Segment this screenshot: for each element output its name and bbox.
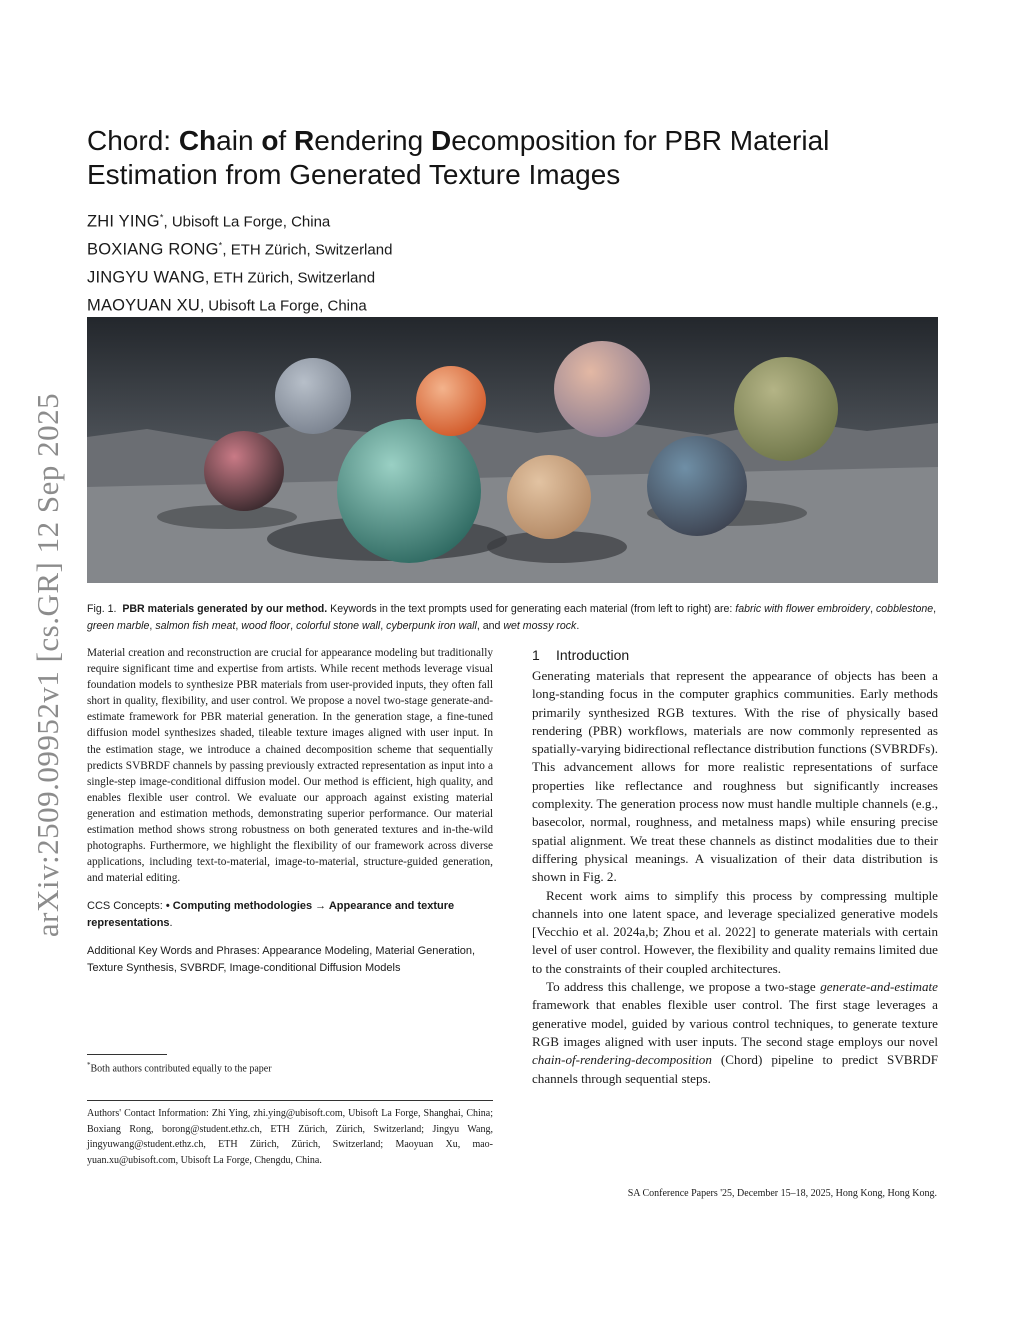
sphere-fabric-flower-embroidery bbox=[204, 431, 284, 511]
ccs-concepts: CCS Concepts: • Computing methodologies → Appearance and texture representations. bbox=[87, 900, 455, 929]
footnote: *Both authors contributed equally to the paper bbox=[87, 1061, 272, 1075]
intro-paragraph-3: To address this challenge, we propose a two-stage generate-and-estimate framework that enables flexible user control. The first stage leverages a generative model, guided by various control techniques, to generate texture RGB images aligned with user inputs. The second stage employs our novel chain-of-rendering-decomposition (Chord) pipeline to predict SVBRDF channels through sequential steps. bbox=[532, 979, 938, 1086]
keywords: Additional Key Words and Phrases: Appearance Modeling, Material Generation, Texture Synthesis, SVBRDF, Image-conditional Diffusion Models bbox=[87, 945, 476, 974]
teaser-render bbox=[87, 317, 938, 583]
author-4: MAOYUAN XU, Ubisoft La Forge, China bbox=[87, 296, 367, 315]
shadow-3 bbox=[157, 505, 297, 529]
author-list bbox=[87, 206, 687, 318]
arxiv-stamp-text: arXiv:2509.09952v1 [cs.GR] 12 Sep 2025 bbox=[30, 392, 66, 938]
figure-caption: Fig. 1. PBR materials generated by our method. Keywords in the text prompts used for generating each material (from left to right) are: fabric with flower embroidery, cobblestone, green marble, salmon fish meat, wood floor, colorful stone wall, cyberpunk iron wall, and wet mossy rock. bbox=[87, 603, 937, 632]
intro-paragraph-1: Generating materials that represent the appearance of objects has been a long-standing focus in the computer graphics communities. Early methods primarily synthesized RGB textures. With the rise of physically based rendering (PBR) workflows, materials are now commonly represented as spatially-varying bidirectional reflectance distribution functions (SVBRDFs). This advancement allows for more realistic representations of surface properties like reflectance and roughness but significantly increases complexity. The generation process now must handle multiple channels (e.g., basecolor, normal, roughness, and metalness maps) while ensuring precise spatial alignment. We treat these channels as distinct modalities due to their differing physical meanings. A visualization of their data distribution is shown in Fig. 2. bbox=[532, 668, 938, 885]
sphere-cyberpunk-iron-wall bbox=[647, 436, 747, 536]
page-footer: SA Conference Papers '25, December 15–18, 2025, Hong Kong, Hong Kong. bbox=[627, 1188, 937, 1199]
sphere-wet-mossy-rock bbox=[734, 357, 838, 461]
footnote-rule bbox=[87, 1054, 167, 1055]
sphere-green-marble bbox=[337, 419, 481, 563]
intro-paragraph-2: Recent work aims to simplify this process by compressing multiple channels into one latent space, and leverage specialized generative models [Vecchio et al. 2024a,b; Zhou et al. 2022] to generate materials with certain level of user control. However, the flexibility and quality remains limited due to the constraints of their coupled architectures. bbox=[532, 887, 938, 976]
contact-rule bbox=[87, 1100, 493, 1101]
author-2: BOXIANG RONG*, ETH Zürich, Switzerland bbox=[87, 240, 393, 259]
author-3: JINGYU WANG, ETH Zürich, Switzerland bbox=[87, 268, 376, 287]
arxiv-stamp bbox=[22, 370, 74, 960]
section-heading-introduction: 1 Introduction bbox=[532, 647, 630, 663]
paper-title: Chord: Chain of Rendering Decomposition for PBR Material Estimation from Generated Texture Images bbox=[87, 125, 830, 190]
sphere-salmon-fish-meat bbox=[416, 366, 486, 436]
abstract: Material creation and reconstruction are crucial for appearance modeling but traditionally require significant time and expertise from artists. While recent methods leverage visual foundation models to synthesize PBR materials from user-provided inputs, they often fall short in quality, flexibility, and user control. We propose a novel two-stage generate-and-estimate framework for PBR material generation. In the generation stage, a fine-tuned diffusion model synthesizes shaded, tileable texture images aligned with user input. In the estimation stage, we introduce a chained decomposition scheme that sequentially predicts SVBRDF channels by passing previously extracted representation as input into a single-step image-conditional diffusion model. Our method is efficient, high quality, and enables flexible user control. We evaluate our approach against existing material generation and estimation methods, demonstrating superior performance. Our material estimation method shows strong robustness on both generated textures and in-the-wild photographs. Furthermore, we highlight the flexibility of our framework across diverse applications, including text-to-material, image-to-material, structure-guided generation, and material editing. bbox=[87, 647, 493, 885]
sphere-wood-floor bbox=[507, 455, 591, 539]
teaser-figure bbox=[87, 317, 938, 583]
author-1: ZHI YING*, Ubisoft La Forge, China bbox=[87, 212, 331, 231]
contact-information: Authors' Contact Information: Zhi Ying, zhi.ying@ubisoft.com, Ubisoft La Forge, Shanghai, China; Boxiang Rong, borong@student.ethz.ch, ETH Zürich, Zürich, Switzerland; Jingyu Wang, jingyuwang@student.ethz.ch, ETH Zürich, Zürich, Switzerland; Maoyuan Xu, mao-yuan.xu@ubisoft.com, Ubisoft La Forge, Chengdu, China. bbox=[87, 1108, 493, 1166]
sphere-cobblestone bbox=[275, 358, 351, 434]
right-column bbox=[532, 645, 938, 1088]
left-column bbox=[87, 645, 493, 976]
sphere-colorful-stone-wall bbox=[554, 341, 650, 437]
